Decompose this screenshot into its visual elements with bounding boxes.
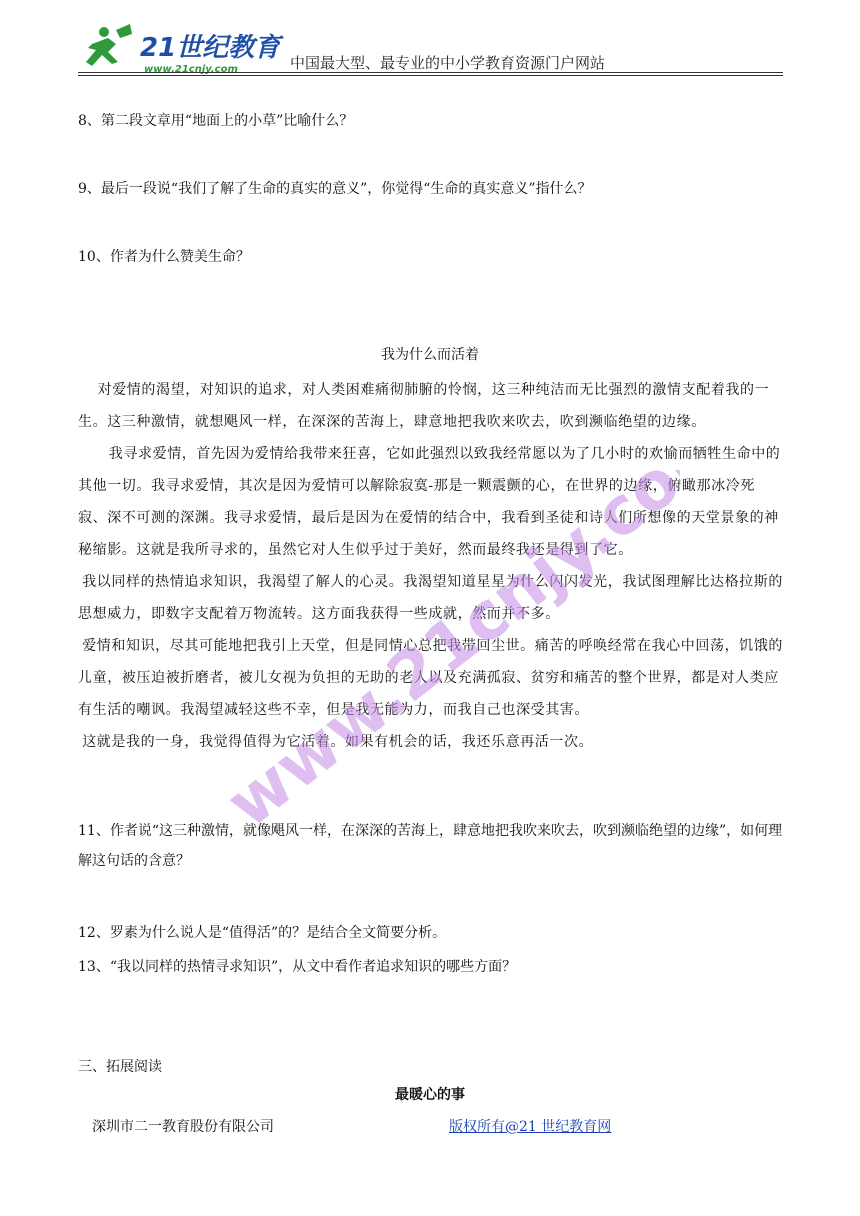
question-8: 8、第二段文章用“地面上的小草”比喻什么？	[78, 113, 354, 129]
section-heading: 三、拓展阅读	[78, 1059, 162, 1075]
article-paragraph: 我寻求爱情，首先因为爱情给我带来狂喜，它如此强烈以致我经常愿以为了几小时的欢愉而牺牲生命中的其他一切。我寻求爱情，其次是因为爱情可以解除寂寞-那是一颗震颤的心，在世界的边缘，俯瞰那冰冷死寂、深不可测的深渊。我寻求爱情，最后是因为在爱情的结合中，我看到圣徒和诗人们所想像的天堂景象的神秘缩影。这就是我所寻求的，虽然它对人生似乎过于美好，然而最终我还是得到了它。	[78, 446, 781, 558]
article-paragraph: 对爱情的渴望，对知识的追求，对人类困难痛彻肺腑的怜悯，这三种纯洁而无比强烈的激情支配着我的一生。这三种激情，就想飓风一样，在深深的苦海上，肆意地把我吹来吹去，吹到濒临绝望的边缘。	[78, 382, 770, 430]
watermark-text: www.21cnjy.com	[220, 470, 680, 843]
question-13: 13、“我以同样的热情寻求知识”，从文中看作者追求知识的哪些方面？	[78, 959, 517, 975]
question-10: 10、作者为什么赞美生命？	[78, 249, 250, 265]
article-paragraph: 这就是我的一身，我觉得值得为它活着。如果有机会的话，我还乐意再活一次。	[82, 734, 594, 750]
article-paragraph: 爱情和知识，尽其可能地把我引上天堂，但是同情心总把我带回尘世。痛苦的呼唤经常在我心中回荡，饥饿的儿童，被压迫被折磨者，被儿女视为负担的无助的老人以及充满孤寂、贫穷和痛苦的整个世界，都是对人类应有生活的嘲讽。我渴望减轻这些不幸，但是我无能为力，而我自己也深受其害。	[78, 638, 783, 718]
site-logo	[78, 22, 284, 78]
question-11: 11、作者说“这三种激情，就像飓风一样，在深深的苦海上，肆意地把我吹来吹去，吹到濒临绝望的边缘”，如何理解这句话的含意？	[78, 823, 783, 869]
header-divider	[78, 72, 783, 73]
header-slogan: 中国最大型、最专业的中小学教育资源门户网站	[290, 54, 606, 72]
question-9: 9、最后一段说“我们了解了生命的真实的意义”，你觉得“生命的真实意义”指什么？	[78, 181, 592, 197]
article-title: 我为什么而活着	[381, 347, 479, 363]
article-paragraph: 我以同样的热情追求知识，我渴望了解人的心灵。我渴望知道星星为什么闪闪发光，我试图理解比达格拉斯的思想威力，即数字支配着万物流转。这方面我获得一些成就，然而并不多。	[78, 574, 783, 622]
question-12: 12、罗素为什么说人是“值得活”的？是结合全文简要分析。	[78, 925, 447, 941]
article-body	[78, 374, 784, 758]
story-title: 最暖心的事	[395, 1087, 465, 1103]
header-divider-thin	[78, 75, 783, 76]
footer-company: 深圳市二一教育股份有限公司	[92, 1119, 274, 1135]
logo-url: www.21cnjy.com	[144, 64, 238, 75]
logo-text: 21世纪教育	[140, 33, 281, 63]
footer-copyright-link[interactable]: 版权所有@21 世纪教育网	[449, 1119, 612, 1135]
runner-logo-icon	[78, 22, 284, 78]
